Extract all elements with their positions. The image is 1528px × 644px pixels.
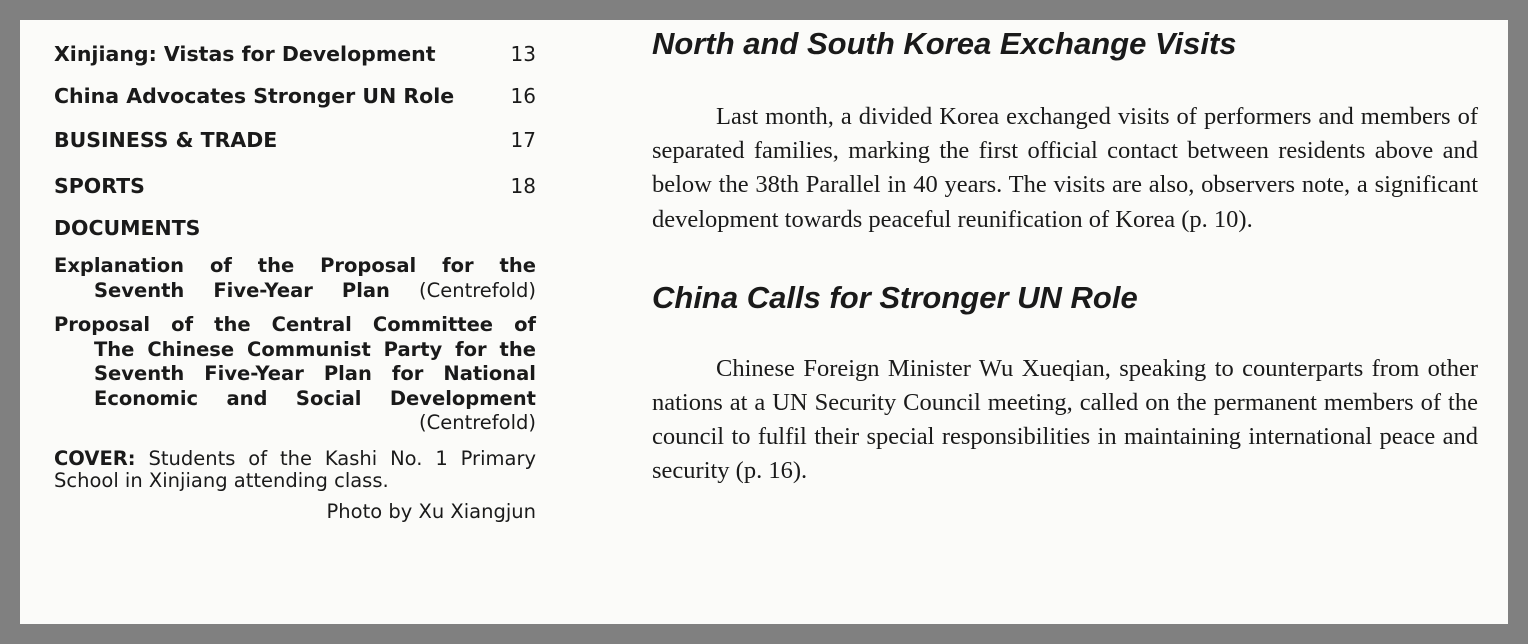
document-location-note: (Centrefold) — [418, 278, 536, 302]
article-body-korea: Last month, a divided Korea exchanged visits of performers and members of separated families, marking the first official contact between residents above and below the 38th Parallel in 40 years. The visits are also, observers note, a significant development towards peaceful reunification of Korea (p. 10). — [652, 103, 1478, 233]
toc-page-number: 13 — [510, 42, 536, 66]
document-entry-proposal[interactable] — [54, 313, 536, 436]
toc-page-number: 16 — [510, 84, 536, 108]
toc-title: SPORTS — [54, 174, 145, 198]
document-entry-explanation[interactable] — [54, 254, 536, 303]
toc-title: Xinjiang: Vistas for Development — [54, 42, 436, 66]
toc-entry[interactable] — [54, 174, 536, 198]
toc-entry[interactable] — [54, 84, 536, 108]
toc-entry[interactable] — [54, 128, 536, 152]
contents-column — [54, 36, 536, 523]
article-heading-un-role: China Calls for Stronger UN Role — [652, 279, 1138, 315]
magazine-page — [20, 20, 1508, 624]
document-title-line: Economic and Social Development — [94, 386, 536, 410]
toc-page-number: 18 — [510, 174, 536, 198]
article-body-un-role: Chinese Foreign Minister Wu Xueqian, speaking to counterparts from other nations at a UN Security Council meeting, called on the permanent members of the council to fulfil their special responsibilities in maintaining international peace and security (p. 16). — [652, 354, 1478, 485]
articles-column — [652, 26, 1478, 489]
toc-entry[interactable] — [54, 42, 536, 66]
document-title-line: Explanation of the Proposal for the — [54, 254, 536, 277]
photo-credit: Photo by Xu Xiangjun — [326, 499, 536, 523]
toc-title: China Advocates Stronger UN Role — [54, 84, 455, 108]
document-title-text: Seventh Five-Year Plan — [94, 278, 390, 302]
document-location-note: (Centrefold) — [418, 411, 536, 434]
document-title-line: The Chinese Communist Party for the — [94, 337, 536, 361]
document-title-line: Seventh Five-Year Plan for National — [94, 362, 536, 385]
article-heading-korea: North and South Korea Exchange Visits — [652, 26, 1237, 61]
cover-text: Students of the Kashi No. 1 Primary School in Xinjiang attending class. — [54, 446, 536, 492]
toc-title: BUSINESS & TRADE — [54, 128, 278, 152]
document-title-line: Proposal of the Central Committee of — [54, 313, 536, 336]
documents-heading: DOCUMENTS — [54, 216, 201, 240]
toc-page-number: 17 — [510, 128, 536, 152]
cover-label: COVER: — [54, 446, 136, 470]
document-title-line — [54, 279, 536, 304]
cover-caption — [54, 448, 536, 492]
